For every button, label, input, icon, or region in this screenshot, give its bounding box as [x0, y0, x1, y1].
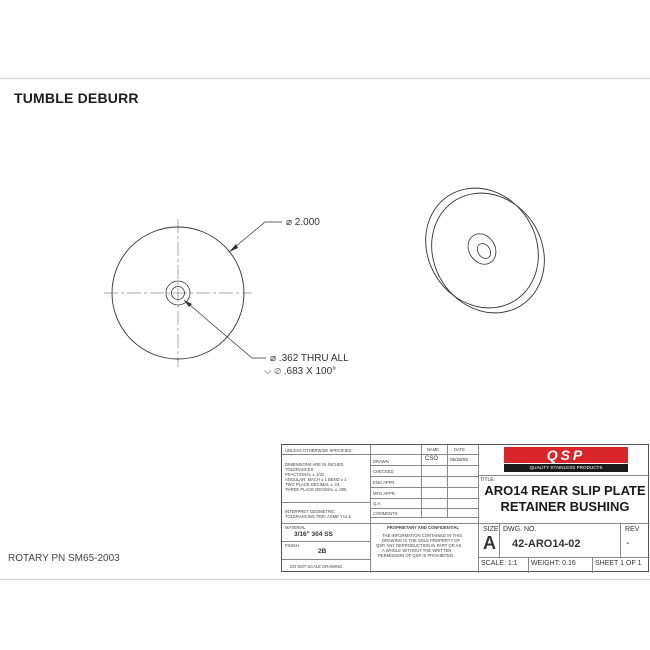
finish-label: FINISH [285, 543, 299, 548]
checked-label: CHECKED [373, 469, 394, 474]
size-label: SIZE [483, 526, 499, 533]
tol-angular: ANGULAR: MACH ± 1 BEND ± 1 [285, 477, 347, 482]
proprietary-text-3: QSP. ANY REPRODUCTION IN PART OR AS [376, 543, 462, 548]
countersink-dimension: ⌵ ⌀ .683 X 100° [264, 366, 337, 377]
rev-value: - [626, 538, 630, 549]
rev-label: REV [625, 526, 640, 533]
proprietary-text-4: A WHOLE WITHOUT THE WRITTEN [382, 548, 452, 553]
proprietary-heading: PROPRIETARY AND CONFIDENTIAL [387, 525, 460, 530]
finish-value: 2B [318, 548, 327, 555]
tolerances: TOLERANCES: [285, 467, 315, 472]
hole-dimension: ⌀ .362 THRU ALL [270, 353, 349, 364]
dwg-no-label: DWG. NO. [503, 526, 537, 533]
isometric-view [403, 167, 566, 334]
name-header: NAME [427, 447, 440, 452]
size-value: A [483, 533, 496, 553]
title-block [281, 444, 649, 572]
proprietary-text-5: PERMISSION OF QSP IS PROHIBITED. [378, 553, 455, 558]
comments-label: COMMENTS: [373, 511, 399, 516]
qsp-logo-text: QSP [504, 447, 628, 463]
dwg-no-value: 42-ARO14-02 [512, 538, 581, 550]
tolerancing-per: TOLERANCING PER: ASME Y14.5 [285, 514, 351, 519]
tumble-deburr-note: TUMBLE DEBURR [14, 90, 139, 106]
drawn-label: DRAWN [373, 459, 389, 464]
date-header: DATE [454, 447, 465, 452]
dims-in-inches: DIMENSIONS ARE IN INCHES [285, 462, 344, 467]
material-label: MATERIAL [285, 525, 306, 530]
tol-fractional: FRACTIONAL ± 1/32 [285, 472, 325, 477]
qsp-logo-tagline: QUALITY STAINLESS PRODUCTS [504, 464, 628, 472]
drawn-date: 06/28/06 [450, 457, 468, 462]
tol-two-place: TWO PLACE DECIMAL ± .01 [285, 482, 340, 487]
do-not-scale: DO NOT SCALE DRAWING [290, 564, 343, 569]
scale: SCALE: 1:1 [481, 560, 518, 567]
proprietary-text-2: DRAWING IS THE SOLE PROPERTY OF [382, 538, 461, 543]
material-value: 3/16" 304 SS [294, 531, 333, 538]
eng-appr-label: ENG APPR. [373, 480, 396, 485]
drawing-title [480, 483, 650, 515]
sheet-number: SHEET 1 OF 1 [595, 560, 642, 567]
proprietary-text-1: THE INFORMATION CONTAINED IN THIS [382, 533, 463, 538]
weight: WEIGHT: 0.16 [531, 560, 576, 567]
unless-specified: UNLESS OTHERWISE SPECIFIED: [285, 448, 353, 453]
qa-label: Q.A. [373, 501, 382, 506]
mfg-appr-label: MFG APPR. [373, 491, 396, 496]
rotary-part-number: ROTARY PN SM65-2003 [8, 553, 120, 564]
title-line-1: ARO14 REAR SLIP PLATE [484, 483, 646, 498]
title-label: TITLE: [480, 477, 496, 483]
qsp-logo [504, 447, 628, 472]
drawn-name: CSO [425, 456, 439, 462]
interpret-geometric: INTERPRET GEOMETRIC [285, 509, 336, 514]
tol-three-place: THREE PLACE DECIMAL ± .005 [285, 487, 347, 492]
hole-leader [184, 300, 266, 358]
title-line-2: RETAINER BUSHING [500, 499, 630, 514]
diameter-dimension: ⌀ 2.000 [286, 217, 320, 228]
